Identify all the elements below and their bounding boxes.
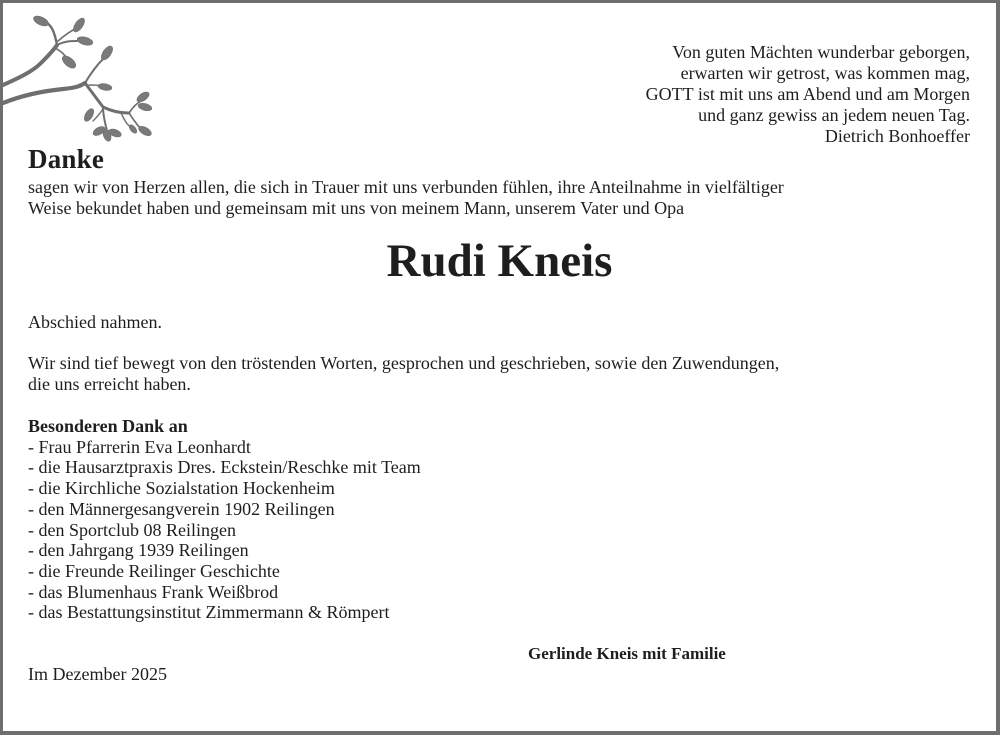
dateline: Im Dezember 2025 [28,664,167,684]
danke-heading: Danke [28,144,105,174]
gratitude-line: Wir sind tief bewegt von den tröstenden Worten, gesprochen und geschrieben, sowie den Zuwendungen, [28,353,780,373]
list-item: - das Blumenhaus Frank Weißbrod [28,581,279,602]
list-item: - das Bestattungsinstitut Zimmermann & Römpert [28,602,390,623]
quote-line: erwarten wir getrost, was kommen mag, [680,63,970,83]
list-item: - den Männergesangverein 1902 Reilingen [28,498,335,519]
list-item: - die Kirchliche Sozialstation Hockenheim [28,478,335,499]
family-signature: Gerlinde Kneis mit Familie [528,644,726,663]
list-item: - die Freunde Reilinger Geschichte [28,560,280,581]
quote-line: GOTT ist mit uns am Abend und am Morgen [645,84,970,104]
farewell-text: Abschied nahmen. [28,312,162,332]
gratitude-text [28,353,978,395]
deceased-name: Rudi Kneis [386,235,613,287]
quote-author: Dietrich Bonhoeffer [824,126,970,146]
bonhoeffer-quote [646,42,970,147]
tree-branch-icon [3,11,155,147]
list-item: - den Sportclub 08 Reilingen [28,519,236,540]
intro-line: Weise bekundet haben und gemeinsam mit uns von meinem Mann, unserem Vater und Opa [28,198,685,218]
list-item: - den Jahrgang 1939 Reilingen [28,540,249,561]
gratitude-line: die uns erreicht haben. [28,374,191,394]
intro-text [28,177,978,219]
special-thanks-heading: Besonderen Dank an [28,416,188,436]
special-thanks-section [28,416,421,623]
list-item: - die Hausarztpraxis Dres. Eckstein/Reschke mit Team [28,457,421,478]
quote-line: Von guten Mächten wunderbar geborgen, [672,42,970,62]
list-item: - Frau Pfarrerin Eva Leonhardt [28,436,251,457]
special-thanks-list [28,437,421,623]
quote-line: und ganz gewiss an jedem neuen Tag. [698,105,970,125]
intro-line: sagen wir von Herzen allen, die sich in Trauer mit uns verbunden fühlen, ihre Anteilnahme in vielfältiger [28,177,784,197]
